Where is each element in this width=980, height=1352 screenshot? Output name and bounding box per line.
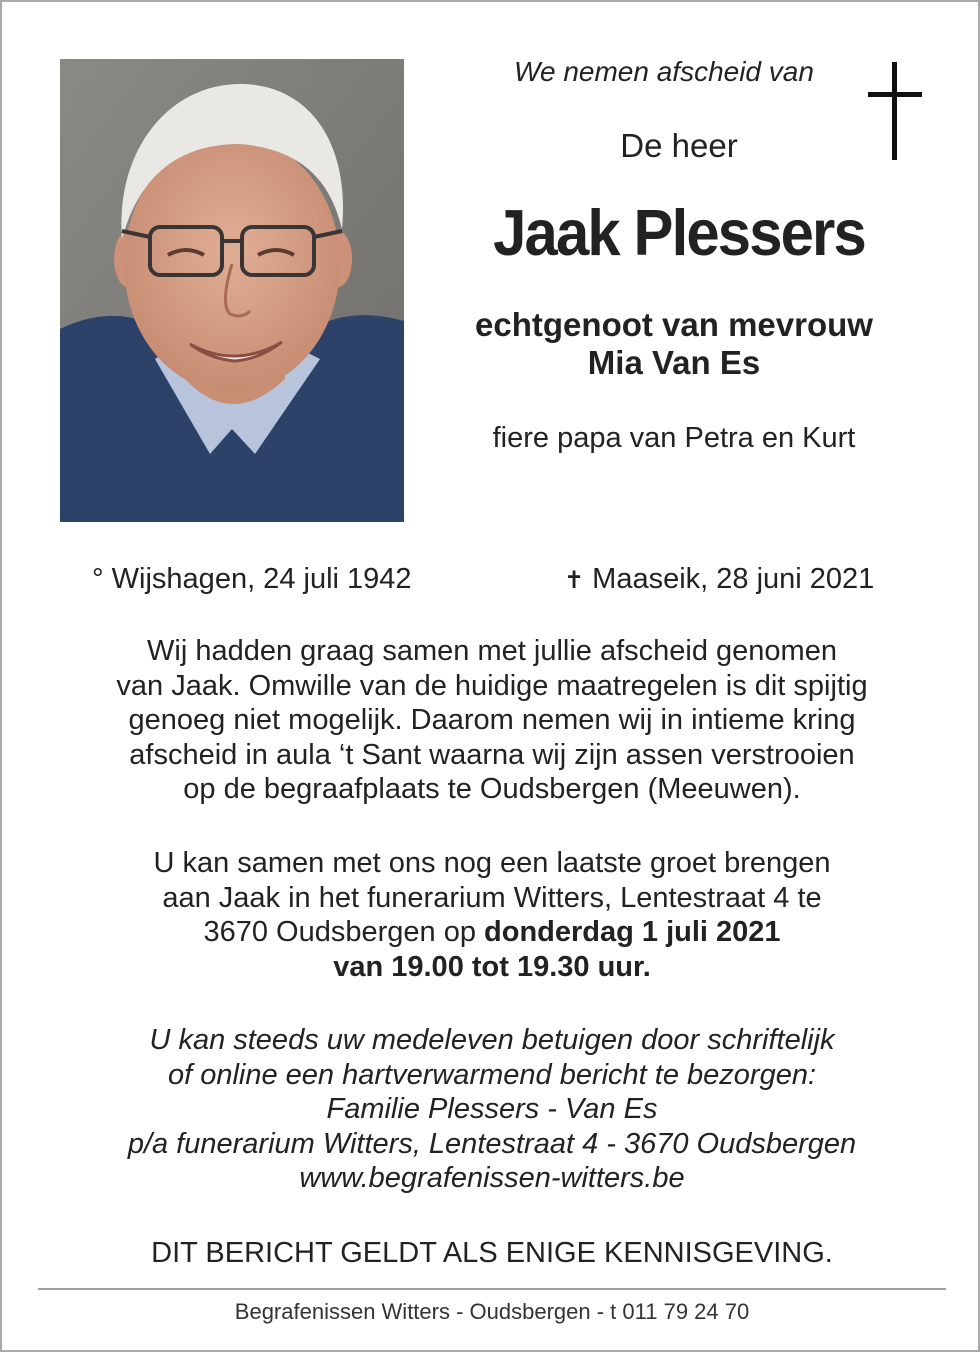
footer-divider	[38, 1288, 946, 1290]
paragraph-line: van Jaak. Omwille van de huidige maatregelen is dit spijtig	[116, 669, 868, 702]
children-text: fiere papa van Petra en Kurt	[492, 422, 856, 454]
paragraph-line: aan Jaak in het funerarium Witters, Lentestraat 4 te	[162, 881, 822, 914]
birth-place-date: Wijshagen, 24 juli 1942	[111, 563, 412, 595]
condolence-paragraph	[42, 1023, 942, 1196]
paragraph-line: afscheid in aula ‘t Sant waarna wij zijn assen verstrooien	[129, 738, 855, 771]
paragraph-line: Wij hadden graag samen met jullie afscheid genomen	[147, 635, 837, 667]
footer-text: Begrafenissen Witters - Oudsbergen - t 011 79 24 70	[234, 1299, 750, 1324]
portrait-illustration	[60, 59, 404, 522]
visitation-date: donderdag 1 juli 2021	[484, 916, 781, 948]
family-name: Familie Plessers - Van Es	[326, 1093, 658, 1125]
visitation-time: van 19.00 tot 19.30 uur.	[333, 950, 651, 983]
birth-info	[92, 563, 412, 596]
notice-text: DIT BERICHT GELDT ALS ENIGE KENNISGEVING.	[151, 1237, 833, 1269]
death-cross-icon: ✝	[564, 567, 585, 594]
honorific-title: De heer	[620, 127, 738, 164]
birth-symbol: °	[92, 563, 104, 595]
spouse-line: echtgenoot van mevrouw	[475, 306, 873, 343]
visitation-paragraph	[42, 846, 942, 984]
death-info	[564, 563, 874, 596]
paragraph-line: genoeg niet mogelijk. Daarom nemen wij in intieme kring	[128, 704, 856, 736]
spouse-text	[432, 306, 916, 382]
paragraph-line: op de begraafplaats te Oudsbergen (Meeuwen).	[183, 773, 801, 805]
paragraph-line	[42, 915, 942, 950]
paragraph-line: U kan steeds uw medeleven betuigen door schriftelijk	[149, 1024, 835, 1056]
website-link[interactable]: www.begrafenissen-witters.be	[299, 1162, 685, 1194]
spouse-name: Mia Van Es	[587, 344, 761, 381]
farewell-paragraph	[42, 634, 942, 807]
death-place-date: Maaseik, 28 juni 2021	[592, 563, 875, 595]
paragraph-line: of online een hartverwarmend bericht te bezorgen:	[167, 1058, 817, 1091]
deceased-name: Jaak Plessers	[493, 196, 865, 269]
condolence-address: p/a funerarium Witters, Lentestraat 4 - 3670 Oudsbergen	[127, 1127, 857, 1160]
portrait-photo	[60, 59, 404, 522]
visitation-location: 3670 Oudsbergen op	[203, 916, 485, 948]
intro-text: We nemen afscheid van	[514, 56, 814, 87]
paragraph-line: U kan samen met ons nog een laatste groet brengen	[153, 847, 831, 879]
